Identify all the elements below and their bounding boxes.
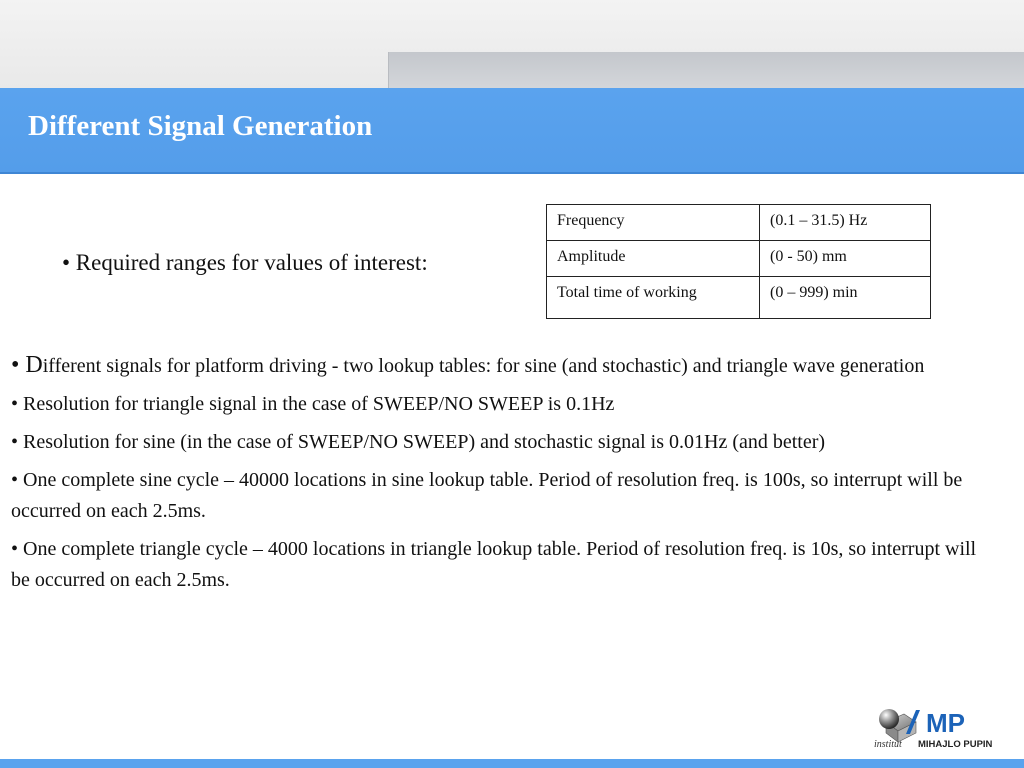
bottom-decorative-strip: [0, 759, 1024, 768]
bullet-item: • One complete triangle cycle – 4000 locations in triangle lookup table. Period of resolution freq. is 10s, so interrupt will be occurred on each 2.5ms.: [11, 538, 977, 591]
title-bar: [0, 88, 1024, 174]
table-cell-range: (0.1 – 31.5) Hz: [760, 205, 931, 241]
table-row: [547, 277, 931, 319]
institute-logo: [864, 698, 1002, 752]
sphere-cube-logo-icon: [879, 709, 920, 742]
bullet-list: [11, 350, 996, 603]
bullet-text: ifferent signals for platform driving - two lookup tables: for sine (and stochastic) and triangle wave generation: [42, 355, 925, 377]
table-cell-range: (0 - 50) mm: [760, 241, 931, 277]
table-cell-range: (0 – 999) min: [760, 277, 931, 319]
bullet-item: • Resolution for sine (in the case of SWEEP/NO SWEEP) and stochastic signal is 0.01Hz (and better): [11, 431, 826, 453]
table-cell-parameter: Frequency: [547, 205, 760, 241]
logo-imp-text: MP: [926, 708, 965, 738]
page-title: Different Signal Generation: [28, 110, 373, 142]
bullet-item: [11, 350, 996, 382]
table-row: [547, 205, 931, 241]
bullet-initial: • D: [11, 352, 43, 378]
ranges-table: [546, 204, 931, 319]
logo-name-text: MIHAJLO PUPIN: [918, 739, 993, 750]
top-decorative-tab: [388, 52, 1024, 88]
table-cell-parameter: Total time of working: [547, 277, 760, 319]
intro-bullet: • Required ranges for values of interest:: [62, 250, 428, 275]
logo-institut-text: institut: [874, 739, 902, 750]
bullet-item: • Resolution for triangle signal in the case of SWEEP/NO SWEEP is 0.1Hz: [11, 393, 615, 415]
table-cell-parameter: Amplitude: [547, 241, 760, 277]
table-row: [547, 241, 931, 277]
bullet-item: • One complete sine cycle – 40000 locations in sine lookup table. Period of resolution freq. is 100s, so interrupt will be occurred on each 2.5ms.: [11, 469, 963, 522]
